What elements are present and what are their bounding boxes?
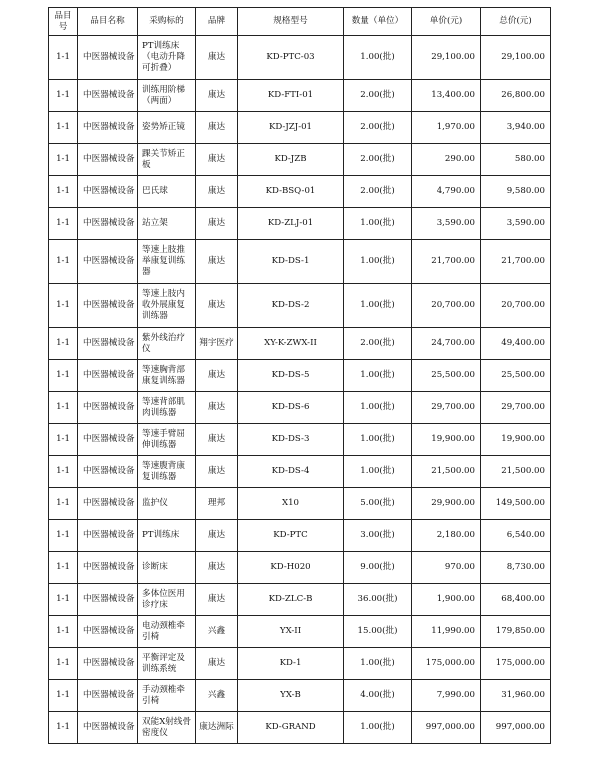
- cell-item: 等速上肢推举康复训练器: [138, 240, 196, 284]
- cell-unit-price: 11,990.00: [412, 616, 481, 648]
- cell-quantity: 1.00(批): [344, 208, 412, 240]
- cell-item: PT训练床（电动升降可折叠）: [138, 36, 196, 80]
- cell-item: 监护仪: [138, 488, 196, 520]
- cell-model: KD-DS-2: [238, 284, 344, 328]
- table-body: [49, 36, 551, 744]
- cell-brand: 康达: [196, 208, 238, 240]
- table-row: [49, 144, 551, 176]
- cell-model: KD-FTI-01: [238, 80, 344, 112]
- header-item: 采购标的: [138, 8, 196, 36]
- cell-total-price: 68,400.00: [481, 584, 551, 616]
- cell-total-price: 49,400.00: [481, 328, 551, 360]
- table-row: [49, 648, 551, 680]
- cell-item-no: 1-1: [49, 584, 78, 616]
- cell-unit-price: 29,900.00: [412, 488, 481, 520]
- cell-item-no: 1-1: [49, 616, 78, 648]
- cell-category: 中医器械设备: [78, 584, 138, 616]
- cell-total-price: 3,590.00: [481, 208, 551, 240]
- cell-brand: 兴鑫: [196, 680, 238, 712]
- cell-quantity: 4.00(批): [344, 680, 412, 712]
- table-row: [49, 208, 551, 240]
- cell-item: 等速胸背部康复训练器: [138, 360, 196, 392]
- cell-total-price: 21,700.00: [481, 240, 551, 284]
- cell-unit-price: 20,700.00: [412, 284, 481, 328]
- cell-brand: 翔宇医疗: [196, 328, 238, 360]
- cell-total-price: 149,500.00: [481, 488, 551, 520]
- cell-model: KD-PTC-03: [238, 36, 344, 80]
- cell-unit-price: 4,790.00: [412, 176, 481, 208]
- cell-quantity: 9.00(批): [344, 552, 412, 584]
- cell-model: KD-H020: [238, 552, 344, 584]
- cell-item: 双能X射线骨密度仪: [138, 712, 196, 744]
- cell-item: 紫外线治疗仪: [138, 328, 196, 360]
- cell-quantity: 1.00(批): [344, 240, 412, 284]
- cell-category: 中医器械设备: [78, 36, 138, 80]
- cell-unit-price: 29,700.00: [412, 392, 481, 424]
- cell-quantity: 5.00(批): [344, 488, 412, 520]
- cell-item-no: 1-1: [49, 176, 78, 208]
- cell-item: 训练用阶梯（两面）: [138, 80, 196, 112]
- cell-unit-price: 1,900.00: [412, 584, 481, 616]
- cell-quantity: 2.00(批): [344, 144, 412, 176]
- header-model: 规格型号: [238, 8, 344, 36]
- cell-total-price: 25,500.00: [481, 360, 551, 392]
- cell-quantity: 2.00(批): [344, 176, 412, 208]
- cell-unit-price: 997,000.00: [412, 712, 481, 744]
- cell-unit-price: 21,500.00: [412, 456, 481, 488]
- cell-item-no: 1-1: [49, 488, 78, 520]
- cell-model: X10: [238, 488, 344, 520]
- procurement-table: [48, 7, 551, 744]
- cell-total-price: 179,850.00: [481, 616, 551, 648]
- cell-brand: 康达: [196, 176, 238, 208]
- cell-total-price: 3,940.00: [481, 112, 551, 144]
- cell-quantity: 15.00(批): [344, 616, 412, 648]
- table-row: [49, 80, 551, 112]
- cell-brand: 康达: [196, 284, 238, 328]
- cell-unit-price: 2,180.00: [412, 520, 481, 552]
- cell-item-no: 1-1: [49, 360, 78, 392]
- cell-item: 姿势矫正镜: [138, 112, 196, 144]
- table-header-row: [49, 8, 551, 36]
- cell-quantity: 1.00(批): [344, 284, 412, 328]
- cell-item-no: 1-1: [49, 552, 78, 584]
- cell-total-price: 31,960.00: [481, 680, 551, 712]
- table-row: [49, 240, 551, 284]
- cell-brand: 康达: [196, 552, 238, 584]
- cell-category: 中医器械设备: [78, 392, 138, 424]
- header-brand: 品牌: [196, 8, 238, 36]
- cell-model: KD-DS-5: [238, 360, 344, 392]
- cell-item-no: 1-1: [49, 36, 78, 80]
- cell-unit-price: 970.00: [412, 552, 481, 584]
- cell-category: 中医器械设备: [78, 240, 138, 284]
- cell-unit-price: 290.00: [412, 144, 481, 176]
- cell-total-price: 21,500.00: [481, 456, 551, 488]
- cell-model: KD-PTC: [238, 520, 344, 552]
- table-row: [49, 36, 551, 80]
- cell-model: KD-ZLJ-01: [238, 208, 344, 240]
- cell-unit-price: 24,700.00: [412, 328, 481, 360]
- table-row: [49, 176, 551, 208]
- table-row: [49, 488, 551, 520]
- cell-total-price: 20,700.00: [481, 284, 551, 328]
- table-row: [49, 328, 551, 360]
- table-row: [49, 392, 551, 424]
- cell-category: 中医器械设备: [78, 712, 138, 744]
- cell-category: 中医器械设备: [78, 456, 138, 488]
- cell-total-price: 9,580.00: [481, 176, 551, 208]
- cell-unit-price: 1,970.00: [412, 112, 481, 144]
- cell-category: 中医器械设备: [78, 680, 138, 712]
- cell-item-no: 1-1: [49, 520, 78, 552]
- cell-item: 等速背部肌肉训练器: [138, 392, 196, 424]
- cell-item: 手动颈椎牵引椅: [138, 680, 196, 712]
- cell-category: 中医器械设备: [78, 284, 138, 328]
- cell-model: XY-K-ZWX-II: [238, 328, 344, 360]
- cell-item: 等速手臂屈伸训练器: [138, 424, 196, 456]
- cell-unit-price: 13,400.00: [412, 80, 481, 112]
- table-row: [49, 112, 551, 144]
- cell-model: KD-1: [238, 648, 344, 680]
- cell-category: 中医器械设备: [78, 208, 138, 240]
- cell-model: KD-GRAND: [238, 712, 344, 744]
- cell-quantity: 3.00(批): [344, 520, 412, 552]
- cell-quantity: 2.00(批): [344, 328, 412, 360]
- cell-category: 中医器械设备: [78, 360, 138, 392]
- cell-total-price: 26,800.00: [481, 80, 551, 112]
- table-row: [49, 520, 551, 552]
- cell-brand: 康达: [196, 392, 238, 424]
- cell-model: KD-ZLC-B: [238, 584, 344, 616]
- cell-unit-price: 175,000.00: [412, 648, 481, 680]
- table-row: [49, 616, 551, 648]
- header-unit-price: 单价(元): [412, 8, 481, 36]
- cell-category: 中医器械设备: [78, 520, 138, 552]
- cell-quantity: 2.00(批): [344, 112, 412, 144]
- cell-item: 多体位医用诊疗床: [138, 584, 196, 616]
- table-row: [49, 424, 551, 456]
- cell-model: KD-BSQ-01: [238, 176, 344, 208]
- cell-item-no: 1-1: [49, 284, 78, 328]
- table-row: [49, 680, 551, 712]
- cell-item-no: 1-1: [49, 648, 78, 680]
- cell-item-no: 1-1: [49, 456, 78, 488]
- cell-category: 中医器械设备: [78, 328, 138, 360]
- cell-quantity: 1.00(批): [344, 392, 412, 424]
- cell-item: 平衡评定及训练系统: [138, 648, 196, 680]
- cell-brand: 康达: [196, 36, 238, 80]
- cell-model: YX-II: [238, 616, 344, 648]
- cell-brand: 康达: [196, 360, 238, 392]
- cell-category: 中医器械设备: [78, 648, 138, 680]
- cell-item-no: 1-1: [49, 680, 78, 712]
- cell-category: 中医器械设备: [78, 552, 138, 584]
- cell-quantity: 1.00(批): [344, 360, 412, 392]
- cell-unit-price: 19,900.00: [412, 424, 481, 456]
- cell-total-price: 580.00: [481, 144, 551, 176]
- cell-total-price: 8,730.00: [481, 552, 551, 584]
- cell-category: 中医器械设备: [78, 176, 138, 208]
- cell-quantity: 1.00(批): [344, 712, 412, 744]
- cell-brand: 康达: [196, 112, 238, 144]
- cell-total-price: 6,540.00: [481, 520, 551, 552]
- cell-item-no: 1-1: [49, 80, 78, 112]
- cell-brand: 康达: [196, 144, 238, 176]
- table-row: [49, 552, 551, 584]
- cell-brand: 兴鑫: [196, 616, 238, 648]
- cell-item-no: 1-1: [49, 712, 78, 744]
- cell-item-no: 1-1: [49, 144, 78, 176]
- cell-total-price: 29,100.00: [481, 36, 551, 80]
- cell-brand: 康达: [196, 520, 238, 552]
- cell-item-no: 1-1: [49, 424, 78, 456]
- cell-model: KD-JZJ-01: [238, 112, 344, 144]
- cell-quantity: 1.00(批): [344, 456, 412, 488]
- cell-brand: 理邦: [196, 488, 238, 520]
- cell-category: 中医器械设备: [78, 144, 138, 176]
- cell-item: 等速腹背康复训练器: [138, 456, 196, 488]
- cell-quantity: 1.00(批): [344, 36, 412, 80]
- cell-quantity: 1.00(批): [344, 424, 412, 456]
- cell-brand: 康达: [196, 240, 238, 284]
- cell-item-no: 1-1: [49, 208, 78, 240]
- cell-quantity: 2.00(批): [344, 80, 412, 112]
- cell-model: KD-DS-3: [238, 424, 344, 456]
- cell-item-no: 1-1: [49, 112, 78, 144]
- cell-item: 巴氏球: [138, 176, 196, 208]
- cell-unit-price: 7,990.00: [412, 680, 481, 712]
- cell-item-no: 1-1: [49, 328, 78, 360]
- table-row: [49, 584, 551, 616]
- cell-category: 中医器械设备: [78, 112, 138, 144]
- cell-item: 诊断床: [138, 552, 196, 584]
- cell-model: KD-DS-4: [238, 456, 344, 488]
- cell-brand: 康达: [196, 424, 238, 456]
- cell-total-price: 175,000.00: [481, 648, 551, 680]
- cell-model: KD-JZB: [238, 144, 344, 176]
- header-category: 品目名称: [78, 8, 138, 36]
- cell-category: 中医器械设备: [78, 80, 138, 112]
- cell-brand: 康达洲际: [196, 712, 238, 744]
- cell-category: 中医器械设备: [78, 488, 138, 520]
- cell-unit-price: 25,500.00: [412, 360, 481, 392]
- header-total-price: 总价(元): [481, 8, 551, 36]
- cell-unit-price: 3,590.00: [412, 208, 481, 240]
- header-quantity: 数量（单位）: [344, 8, 412, 36]
- table-row: [49, 456, 551, 488]
- cell-item: 踝关节矫正板: [138, 144, 196, 176]
- cell-category: 中医器械设备: [78, 424, 138, 456]
- cell-model: YX-B: [238, 680, 344, 712]
- cell-model: KD-DS-6: [238, 392, 344, 424]
- cell-brand: 康达: [196, 648, 238, 680]
- cell-brand: 康达: [196, 456, 238, 488]
- cell-item-no: 1-1: [49, 240, 78, 284]
- cell-model: KD-DS-1: [238, 240, 344, 284]
- cell-unit-price: 21,700.00: [412, 240, 481, 284]
- cell-brand: 康达: [196, 80, 238, 112]
- table-row: [49, 360, 551, 392]
- cell-total-price: 19,900.00: [481, 424, 551, 456]
- table-row: [49, 712, 551, 744]
- cell-item: 等速上肢内收外展康复训练器: [138, 284, 196, 328]
- cell-total-price: 29,700.00: [481, 392, 551, 424]
- cell-brand: 康达: [196, 584, 238, 616]
- cell-item: 电动颈椎牵引椅: [138, 616, 196, 648]
- cell-total-price: 997,000.00: [481, 712, 551, 744]
- cell-quantity: 1.00(批): [344, 648, 412, 680]
- table-row: [49, 284, 551, 328]
- cell-quantity: 36.00(批): [344, 584, 412, 616]
- cell-item: 站立架: [138, 208, 196, 240]
- cell-category: 中医器械设备: [78, 616, 138, 648]
- header-item-no: 品目号: [49, 8, 78, 36]
- cell-item-no: 1-1: [49, 392, 78, 424]
- cell-unit-price: 29,100.00: [412, 36, 481, 80]
- cell-item: PT训练床: [138, 520, 196, 552]
